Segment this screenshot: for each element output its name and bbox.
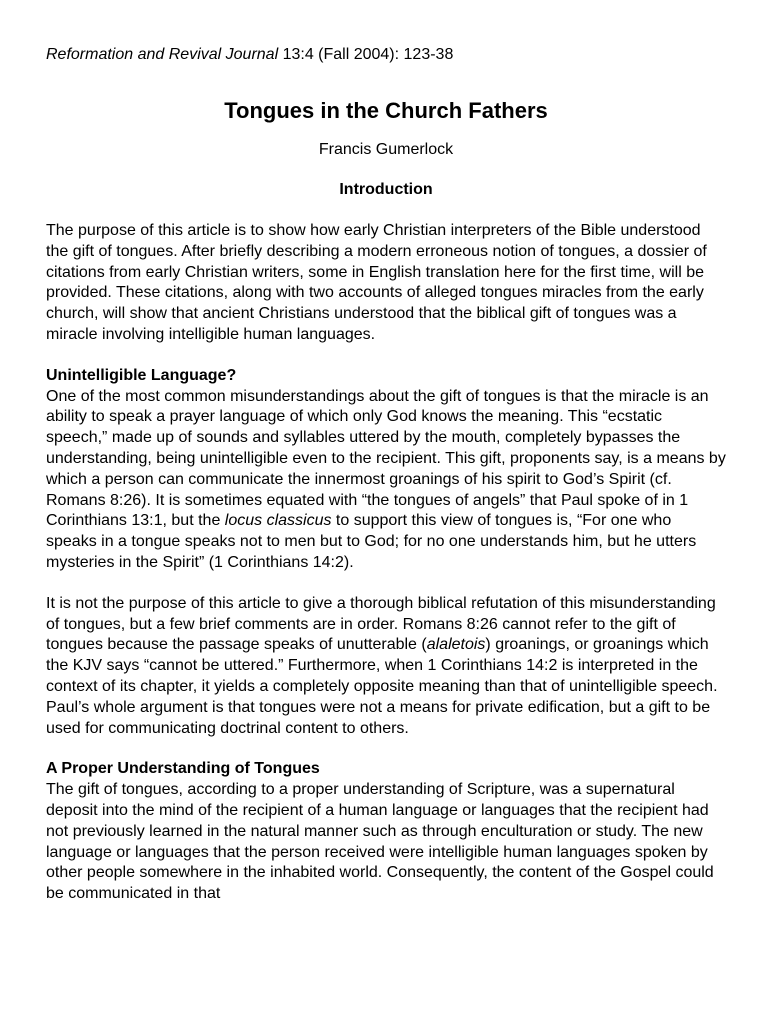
italic-term: locus classicus [224, 512, 332, 530]
document-page [46, 44, 726, 905]
section-proper-understanding [46, 759, 726, 905]
section-heading: A Proper Understanding of Tongues [46, 760, 320, 778]
article-title: Tongues in the Church Fathers [224, 98, 548, 123]
body-paragraph: The gift of tongues, according to a proper understanding of Scripture, was a supernatural deposit into the mind of the recipient of a human language or languages that the recipient had not previously learned in the natural manner such as through enculturation or study. The new language or languages that the person received were intelligible human languages spoken by other people somewhere in the inhabited world. Consequently, the content of the Gospel could be communicated in that [46, 781, 714, 903]
body-paragraph [46, 387, 726, 574]
journal-citation [46, 44, 726, 66]
introduction-heading: Introduction [339, 181, 433, 198]
journal-name: Reformation and Revival Journal [46, 46, 279, 63]
italic-term: alaletois [426, 636, 486, 654]
article-author: Francis Gumerlock [318, 141, 454, 158]
paragraph-text: It is not the purpose of this article to give a thorough biblical refutation of this misunderstanding of tongues, but a few brief comments are in order. Romans 8:26 cannot refer to the gift of tongues because the passage speaks of unutterable ( [46, 594, 716, 654]
section-heading: Unintelligible Language? [46, 366, 237, 384]
intro-paragraph: The purpose of this article is to show how early Christian interpreters of the Bible understood the gift of tongues. After briefly describing a modern erroneous notion of tongues, a dossier of citations from early Christian writers, some in English translation here for the first time, will be provided. These citations, along with two accounts of alleged tongues miracles from the early church, will show that ancient Christians understood that the biblical gift of tongues was a miracle involving intelligible human languages. [46, 222, 707, 343]
paragraph-text: ) groanings, or groanings which the KJV says “cannot be uttered.” Furthermore, when 1 Corinthians 14:2 is interpreted in the context of its chapter, it yields a completely opposite meaning than that of unintelligible speech. Paul’s whole argument is that tongues were not a means for private edification, but a gift to be used for communicating doctrinal content to others. [46, 636, 718, 737]
paragraph-text: One of the most common misunderstandings about the gift of tongues is that the miracle is an ability to speak a prayer language of which only God knows the meaning. This “ecstatic speech,” made up of sounds and syllables uttered by the mouth, completely bypasses the understanding, being unintelligible even to the recipient. This gift, proponents say, is a means by which a person can communicate the innermost groanings of his spirit to God’s Spirit (cf. Romans 8:26). It is sometimes equated with “the tongues of angels” that Paul spoke of in 1 Corinthians 13:1, but the [46, 387, 726, 530]
journal-details: 13:4 (Fall 2004): 123-38 [278, 46, 454, 63]
paragraph-text: to support this view of tongues is, “For one who speaks in a tongue speaks not to men but to God; for no one understands him, but he utters mysteries in the Spirit” (1 Corinthians 14:2). [46, 512, 697, 571]
section-unintelligible-language [46, 366, 726, 740]
body-paragraph [46, 594, 726, 740]
